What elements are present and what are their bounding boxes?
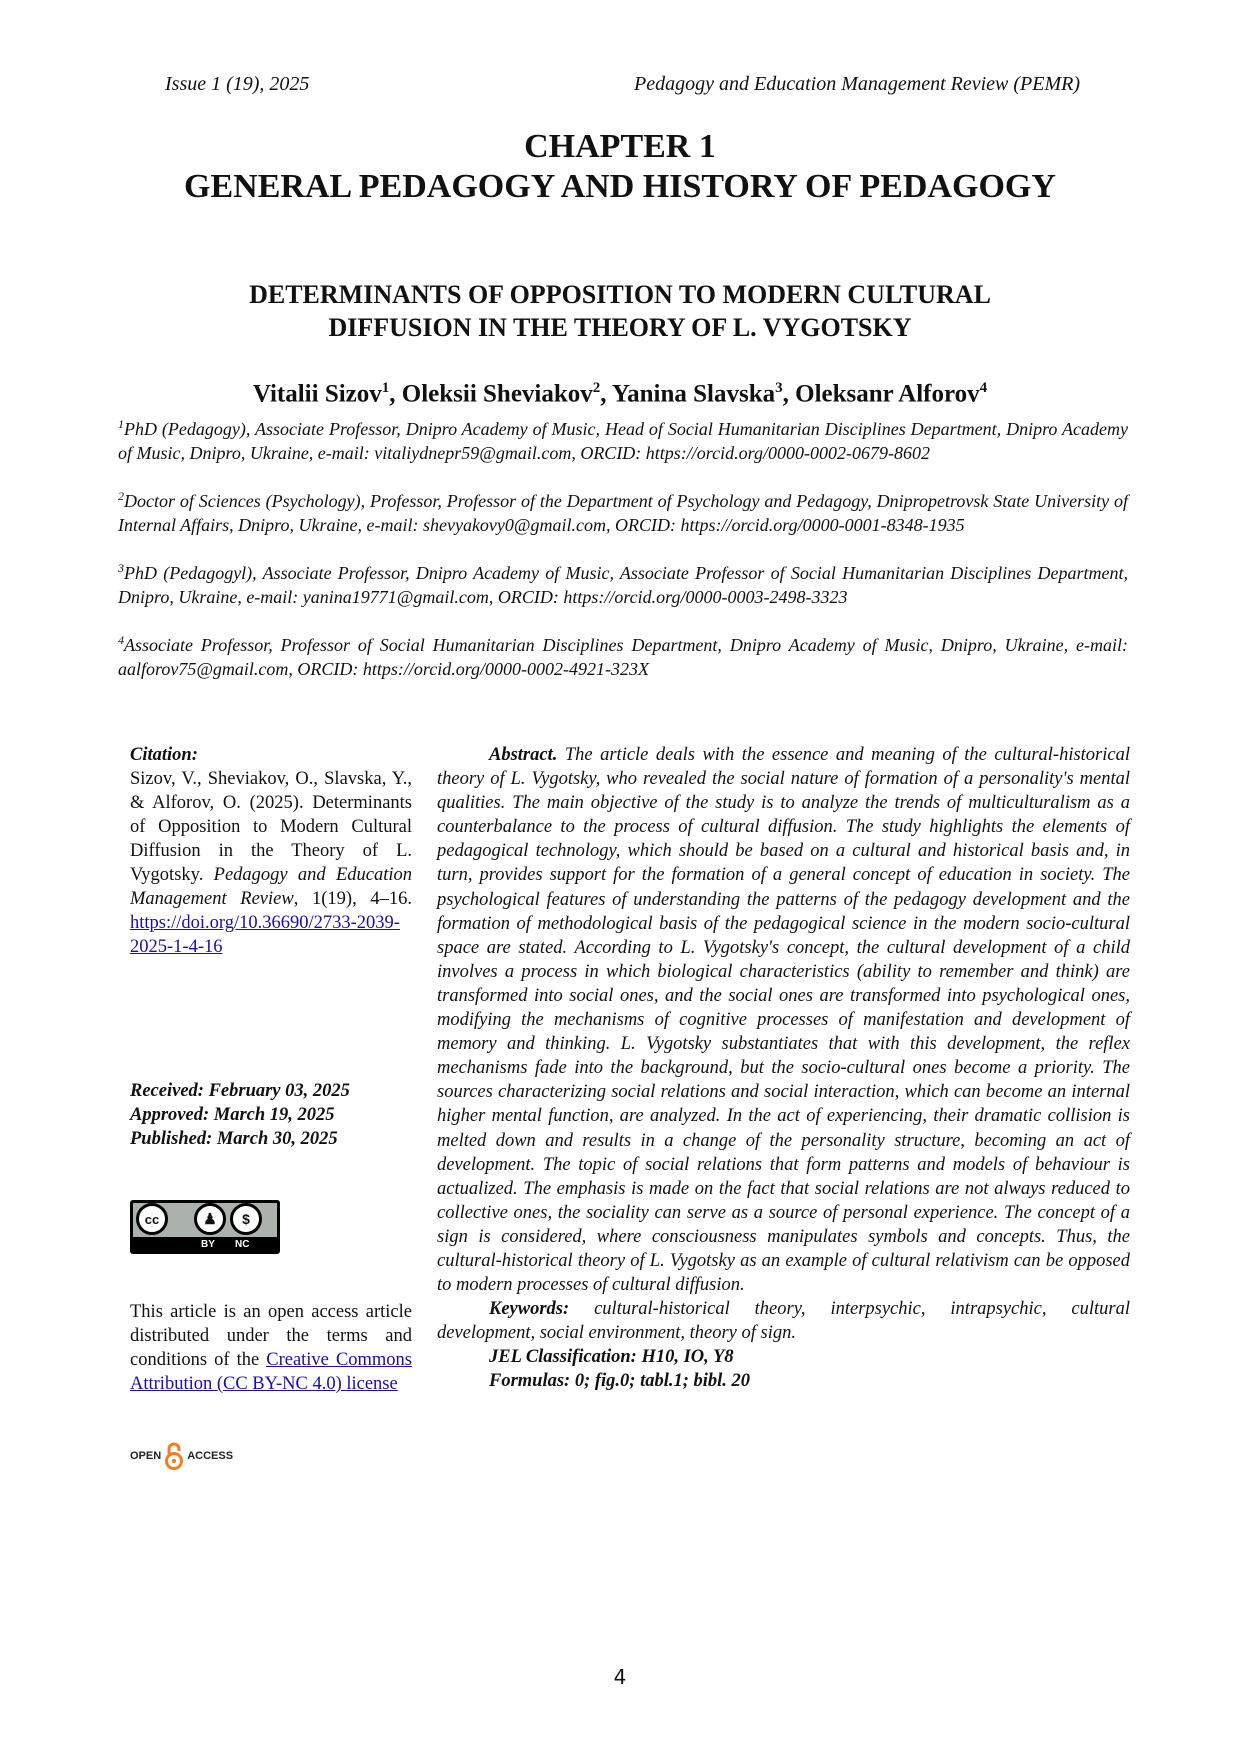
abstract-block (437, 743, 1130, 1394)
citation-pages: , 1(19), 4–16. (293, 889, 412, 909)
author-sup: 4 (979, 380, 988, 396)
published-date: Published: March 30, 2025 (130, 1129, 338, 1149)
abstract-text: The article deals with the essence and meaning of the cultural-historical theory of L. Vygotsky, who revealed the social nature of formation of a personality's mental qualities. The main objective of the study is to analyze the trends of multiculturalism as a counterbalance to the process of cultural diffusion. The study highlights the elements of pedagogical technology, which should be based on a cultural and historical basis and, in turn, provides support for the formation of a general concept of education in society. The psychological features of understanding the patterns of the pedagogy development and the formation of methodological basis of the pedagogical science in the modern socio-cultural space are stated. According to L. Vygotsky's concept, the cultural development of a child involves a process in which biological characteristics (ability to remember and think) are transformed into social ones, and the social ones are transformed into psychological ones, modifying the mechanisms of cognitive processes of manifestation and development of memory and thinking. L. Vygotsky substantiates that with this development, the reflex mechanisms fade into the background, but the socio-cultural ones become a priority. The sources characterizing social relations and social interaction, which can become an internal higher mental function, are analyzed. In the act of experiencing, their dramatic collision is melted down and results in a change of the personality structure, becoming an act of development. The topic of social relations that form patterns and models of behaviour is actualized. The emphasis is made on the fact that social relations are not always reduced to collective ones, the sociality can serve as a source of personal experience. The concept of a sign is considered, where consciousness manipulates symbols and concepts. Thus, the cultural-historical theory of L. Vygotsky as an example of cultural relativism can be opposed to modern processes of cultural diffusion. (437, 745, 1130, 1296)
issue-label: Issue 1 (19), 2025 (165, 73, 310, 95)
dates-block (130, 1079, 412, 1151)
chapter-title: GENERAL PEDAGOGY AND HISTORY OF PEDAGOGY (184, 168, 1056, 205)
abstract-paragraph (437, 743, 1130, 1297)
affiliation-3 (118, 556, 1128, 609)
citation-body: Sizov, V., Sheviakov, O., Slavska, Y., & Alforov, O. (2025). Determinants of Opposition to Modern Cultural Diffusion in the Theory of L. Vygotsky. (130, 769, 412, 885)
open-access-logo (130, 1442, 233, 1470)
abstract-label: Abstract. (489, 745, 558, 765)
person-icon: ♟ (194, 1203, 226, 1235)
affiliation-4 (118, 628, 1128, 681)
affiliation-sup: 1 (118, 417, 124, 431)
by-label: BY (201, 1239, 215, 1250)
no-dollar-icon: $ (230, 1203, 262, 1235)
article-title-line-1: DETERMINANTS OF OPPOSITION TO MODERN CULTURAL (249, 280, 991, 309)
open-lock-icon (164, 1442, 184, 1470)
affiliation-sup: 3 (118, 561, 124, 575)
cc-icon: cc (136, 1203, 168, 1235)
affiliation-2 (118, 484, 1128, 537)
citation-text (130, 767, 412, 959)
citation-block (130, 743, 412, 959)
open-access-left: OPEN (130, 1450, 162, 1462)
affiliation-sup: 4 (118, 633, 124, 647)
doi-link[interactable]: https://doi.org/10.36690/2733-2039-2025-1-4-16 (130, 913, 400, 957)
citation-journal: Pedagogy and Education Management Review (130, 865, 413, 909)
nc-label: NC (235, 1239, 250, 1250)
keywords-text: cultural-historical theory, interpsychic, intrapsychic, cultural development, social environment, theory of sign. (437, 1299, 1130, 1344)
affiliation-sup: 2 (118, 489, 124, 503)
page-number: 4 (613, 1665, 627, 1689)
affiliation-text: PhD (Pedagogy), Associate Professor, Dnipro Academy of Music, Head of Social Humanitarian Disciplines Department, Dnipro Academy of Music, Dnipro, Ukraine, e-mail: vitaliydnepr59@gmail.com, ORCID: https://orcid.org/0000-0002-0679-8602 (118, 419, 1128, 463)
affiliation-text: PhD (Pedagogyl), Associate Professor, Dnipro Academy of Music, Associate Professor of Social Humanitarian Disciplines Department, Dnipro, Ukraine, e-mail: yanina19771@gmail.com, ORCID: https://orcid.org/0000-0003-2498-3323 (118, 563, 1128, 607)
chapter-number: CHAPTER 1 (524, 128, 716, 165)
license-statement (130, 1300, 412, 1396)
affiliation-text: Associate Professor, Professor of Social Humanitarian Disciplines Department, Dnipro Academy of Music, Dnipro, Ukraine, e-mail: aalforov75@gmail.com, ORCID: https://orcid.org/0000-0002-4921-323X (118, 635, 1128, 679)
author-name: Oleksii Sheviakov (401, 380, 593, 408)
author-name: Oleksanr Alforov (795, 380, 980, 408)
article-title-line-2: DIFFUSION IN THE THEORY OF L. VYGOTSKY (328, 313, 912, 342)
author-list: Vitalii Sizov$^1$, Oleksii Sheviakov$^2$, Yanina Slavska$^3$, Oleksanr Alforov$^4$ (252, 380, 988, 408)
jel-classification: JEL Classification: H10, IO, Y8 (489, 1347, 734, 1368)
approved-date: Approved: March 19, 2025 (130, 1105, 335, 1125)
formulas-info: Formulas: 0; fig.0; tabl.1; bibl. 20 (489, 1371, 751, 1392)
affiliation-1 (118, 412, 1128, 465)
keywords-paragraph (437, 1297, 1130, 1345)
license-link[interactable]: Creative Commons Attribution (CC BY-NC 4.0) license (130, 1350, 413, 1394)
author-sup: 2 (592, 380, 601, 396)
affiliation-text: Doctor of Sciences (Psychology), Professor, Professor of the Department of Psychology and Pedagogy, Dnipropetrovsk State University of Internal Affairs, Dnipro, Ukraine, e-mail: shevyakovy0@gmail.com, ORCID: https://orcid.org/0000-0001-8348-1935 (118, 491, 1128, 535)
license-text: This article is an open access article distributed under the terms and conditions of the (130, 1302, 412, 1370)
author-sup: 1 (381, 380, 390, 396)
journal-name: Pedagogy and Education Management Review (PEMR) (634, 73, 1080, 95)
received-date: Received: February 03, 2025 (130, 1081, 350, 1101)
keywords-label: Keywords: (489, 1299, 570, 1320)
author-sup: 3 (775, 380, 783, 396)
author-name: Vitalii Sizov (252, 380, 382, 408)
open-access-right: ACCESS (187, 1450, 234, 1462)
cc-by-nc-icon[interactable] (130, 1200, 280, 1254)
citation-heading: Citation: (130, 745, 198, 765)
author-name: Yanina Slavska (611, 380, 776, 408)
